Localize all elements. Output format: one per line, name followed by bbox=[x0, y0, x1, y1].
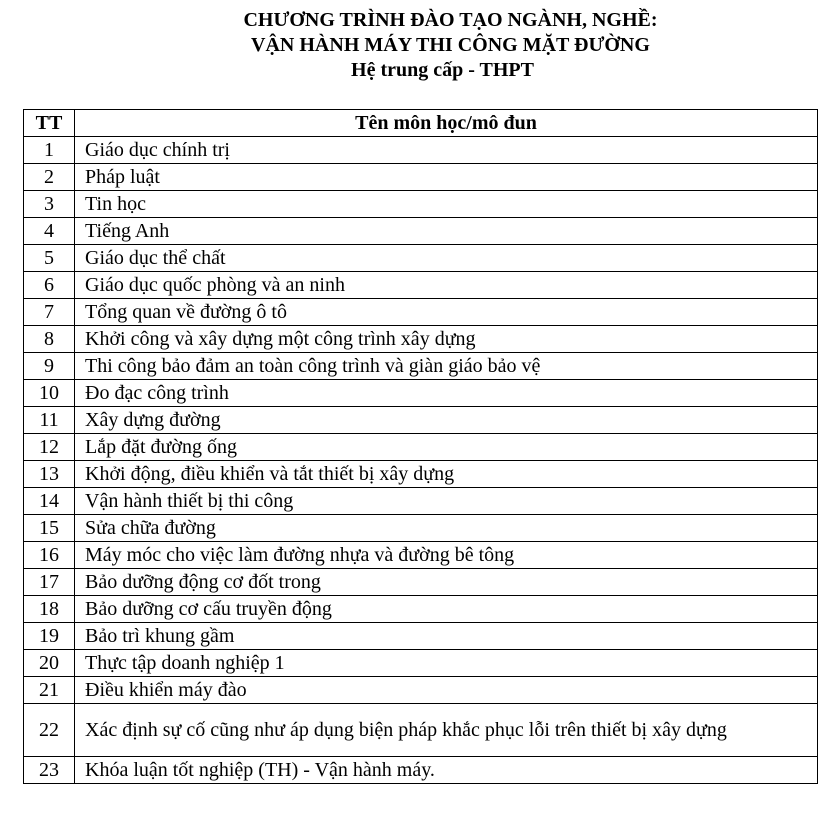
subject-name: Lắp đặt đường ống bbox=[75, 434, 818, 461]
subject-name: Giáo dục thể chất bbox=[75, 245, 818, 272]
table-row bbox=[24, 569, 818, 596]
row-number: 18 bbox=[24, 596, 75, 623]
subject-name: Khóa luận tốt nghiệp (TH) - Vận hành máy. bbox=[75, 757, 818, 784]
row-number: 22 bbox=[24, 704, 75, 757]
subject-name: Tiếng Anh bbox=[75, 218, 818, 245]
table-row bbox=[24, 596, 818, 623]
document-subtitle: Hệ trung cấp - THPT bbox=[351, 59, 534, 81]
row-number: 16 bbox=[24, 542, 75, 569]
table-row bbox=[24, 677, 818, 704]
row-number: 4 bbox=[24, 218, 75, 245]
table-row bbox=[24, 704, 818, 757]
table-row bbox=[24, 353, 818, 380]
row-number: 7 bbox=[24, 299, 75, 326]
row-number: 8 bbox=[24, 326, 75, 353]
subject-name: Tin học bbox=[75, 191, 818, 218]
row-number: 23 bbox=[24, 757, 75, 784]
row-number: 17 bbox=[24, 569, 75, 596]
row-number: 12 bbox=[24, 434, 75, 461]
subject-name: Bảo dưỡng cơ cấu truyền động bbox=[75, 596, 818, 623]
table-row bbox=[24, 623, 818, 650]
row-number: 13 bbox=[24, 461, 75, 488]
table-row bbox=[24, 245, 818, 272]
row-number: 2 bbox=[24, 164, 75, 191]
row-number: 3 bbox=[24, 191, 75, 218]
column-header-tt: TT bbox=[24, 110, 75, 137]
table-row bbox=[24, 407, 818, 434]
subject-name: Thực tập doanh nghiệp 1 bbox=[75, 650, 818, 677]
subject-name: Vận hành thiết bị thi công bbox=[75, 488, 818, 515]
subject-name: Sửa chữa đường bbox=[75, 515, 818, 542]
subject-name: Pháp luật bbox=[75, 164, 818, 191]
table-row bbox=[24, 164, 818, 191]
table-row bbox=[24, 299, 818, 326]
subject-name: Đo đạc công trình bbox=[75, 380, 818, 407]
subject-name: Xác định sự cố cũng như áp dụng biện pháp khắc phục lỗi trên thiết bị xây dựng bbox=[75, 704, 818, 757]
subject-name: Giáo dục chính trị bbox=[75, 137, 818, 164]
subject-name: Máy móc cho việc làm đường nhựa và đường bê tông bbox=[75, 542, 818, 569]
subject-name: Bảo dưỡng động cơ đốt trong bbox=[75, 569, 818, 596]
row-number: 10 bbox=[24, 380, 75, 407]
table-row bbox=[24, 326, 818, 353]
column-header-name: Tên môn học/mô đun bbox=[75, 110, 818, 137]
subject-name: Bảo trì khung gầm bbox=[75, 623, 818, 650]
subject-name: Khởi công và xây dựng một công trình xây dựng bbox=[75, 326, 818, 353]
subject-name: Khởi động, điều khiển và tắt thiết bị xây dựng bbox=[75, 461, 818, 488]
row-number: 21 bbox=[24, 677, 75, 704]
subject-name: Điều khiển máy đào bbox=[75, 677, 818, 704]
row-number: 15 bbox=[24, 515, 75, 542]
row-number: 20 bbox=[24, 650, 75, 677]
table-row bbox=[24, 137, 818, 164]
table-row bbox=[24, 272, 818, 299]
row-number: 9 bbox=[24, 353, 75, 380]
curriculum-table bbox=[23, 109, 818, 784]
table-row bbox=[24, 488, 818, 515]
subject-name: Giáo dục quốc phòng và an ninh bbox=[75, 272, 818, 299]
subject-name: Xây dựng đường bbox=[75, 407, 818, 434]
document-title-line-1: CHƯƠNG TRÌNH ĐÀO TẠO NGÀNH, NGHỀ: bbox=[243, 9, 658, 31]
table-row bbox=[24, 757, 818, 784]
row-number: 14 bbox=[24, 488, 75, 515]
row-number: 19 bbox=[24, 623, 75, 650]
subject-name: Tổng quan về đường ô tô bbox=[75, 299, 818, 326]
table-row bbox=[24, 434, 818, 461]
subject-name: Thi công bảo đảm an toàn công trình và giàn giáo bảo vệ bbox=[75, 353, 818, 380]
row-number: 6 bbox=[24, 272, 75, 299]
table-row bbox=[24, 380, 818, 407]
table-row bbox=[24, 461, 818, 488]
table-header-row bbox=[24, 110, 818, 137]
table-row bbox=[24, 218, 818, 245]
table-row bbox=[24, 191, 818, 218]
row-number: 5 bbox=[24, 245, 75, 272]
table-row bbox=[24, 650, 818, 677]
document-title-line-2: VẬN HÀNH MÁY THI CÔNG MẶT ĐƯỜNG bbox=[251, 34, 650, 56]
table-row bbox=[24, 515, 818, 542]
table-row bbox=[24, 542, 818, 569]
document-header bbox=[0, 8, 825, 83]
row-number: 1 bbox=[24, 137, 75, 164]
row-number: 11 bbox=[24, 407, 75, 434]
